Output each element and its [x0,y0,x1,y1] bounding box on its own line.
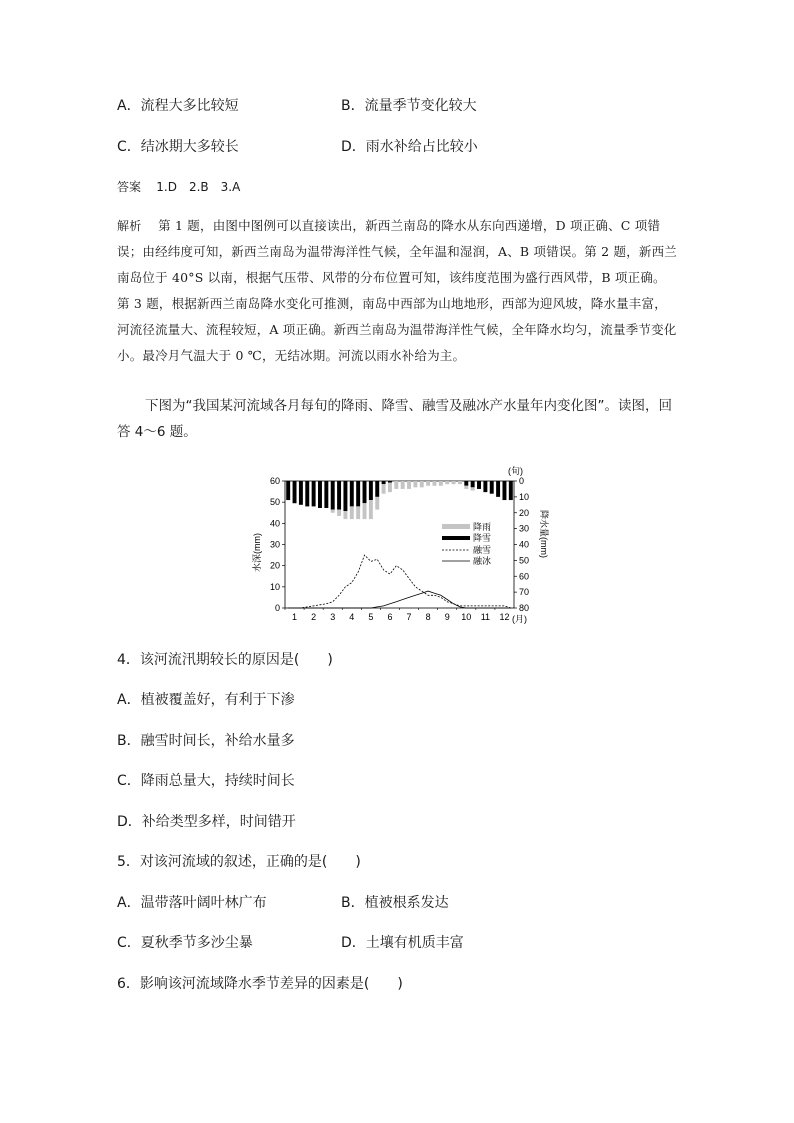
snow-bar [369,481,373,500]
right-tick-label: 60 [519,571,530,582]
analysis-paragraph [117,213,677,369]
rain-bar [420,481,424,487]
snow-bar [312,481,316,506]
q5-option-d: D．土壤有机质丰富 [341,935,464,951]
rain-bar [433,481,437,486]
q4-question: 4．该河流汛期较长的原因是( ) [117,652,333,668]
q5-question: 5．对该河流域的叙述，正确的是( ) [117,854,361,870]
right-tick-label: 20 [519,507,530,518]
x-tick-label: 10 [461,612,472,622]
left-tick-label: 30 [269,539,280,550]
rain-bar [356,506,360,519]
right-tick-label: 30 [519,523,530,534]
legend [442,521,491,566]
legend-label-snow: 降雪 [473,533,492,543]
x-tick-label: 6 [387,612,393,622]
rain-bar [464,486,468,489]
right-tick-label: 0 [519,476,525,486]
right-axis-label: 降水量(mm) [539,510,549,558]
right-tick-label: 10 [519,491,530,502]
snow-bar [363,481,367,503]
snow-bar [350,481,354,506]
answer-label: 答案 [117,180,142,194]
rain-bar [413,481,417,487]
q4-option-b: B．融雪时间长，补给水量多 [117,733,295,749]
q5-option-c: C．夏秋季节多沙尘暴 [117,935,253,951]
rain-bar [394,481,398,489]
rain-bar [343,511,347,519]
question-stem [117,393,677,445]
right-tick-label: 80 [519,603,530,613]
left-tick-label: 60 [269,476,280,486]
snow-bar [509,481,513,500]
rain-bar [401,481,405,489]
q5-option-a: A．温带落叶阔叶林广布 [117,895,267,911]
runoff-chart [250,462,550,627]
left-tick-label: 0 [274,603,280,613]
rain-bar [337,510,341,516]
snow-bar [471,481,475,487]
rain-bar [439,481,443,486]
left-tick-label: 10 [269,581,280,592]
q4-option-a: A．植被覆盖好，有利于下渗 [117,692,295,708]
answer-line [117,178,240,196]
x-tick-label: 1 [292,612,298,622]
analysis-label: 解析 [117,219,142,233]
right-tick-label: 40 [519,539,530,550]
snow-bar [375,481,379,497]
x-tick-label: 8 [425,612,431,622]
right-tick-label: 50 [519,555,530,566]
legend-swatch-snow [442,536,470,540]
legend-label-snowmelt: 融雪 [473,545,492,555]
left-tick-label: 20 [269,560,280,571]
legend-swatch-rain [442,524,470,529]
x-tick-label: 3 [330,612,336,622]
snow-bar [324,481,328,508]
x-tick-label: 9 [444,612,450,622]
left-axis-label: 水深(mm) [252,533,262,572]
rain-bar [452,481,456,484]
x-tick-label: 7 [406,612,412,622]
x-tick-label: 2 [311,612,317,622]
rain-bar [375,497,379,510]
snow-bar [331,481,335,510]
rain-bar [426,481,430,486]
x-tick-label: 4 [349,612,355,622]
rain-bar [331,510,335,513]
snow-bar [293,481,297,503]
q3-option-c: C．结冰期大多较长 [117,139,239,155]
snow-bar [286,481,290,500]
rain-bar [388,483,392,493]
right-axis-unit: (旬) [508,466,523,476]
rain-bar [369,500,373,519]
rain-bar [471,487,475,490]
left-tick-label: 40 [269,518,280,529]
q6-question: 6．影响该河流域降水季节差异的因素是( ) [117,976,403,992]
precip-bars [286,481,513,519]
snow-bar [337,481,341,510]
snow-bar [388,481,392,483]
snow-bar [483,481,487,492]
rain-bar [407,481,411,489]
snow-bar [343,481,347,511]
legend-label-icemelt: 融冰 [473,556,492,566]
answer-text: 1.D 2.B 3.A [156,180,241,194]
left-tick-label: 50 [269,497,280,508]
rain-bar [382,484,386,494]
left-axis-ticks [270,476,285,613]
snow-bar [318,481,322,508]
snow-bar [477,481,481,489]
snow-bar [299,481,303,505]
snow-bar [382,481,386,484]
q3-option-d: D．雨水补给占比较小 [341,139,478,155]
x-tick-label: 12 [499,612,510,622]
x-axis-unit: (月) [512,614,527,624]
snow-bar [496,481,500,497]
x-tick-label: 11 [480,612,491,622]
legend-label-rain: 降雨 [473,522,492,532]
stem-text: 下图为“我国某河流域各月每旬的降雨、降雪、融雪及融冰产水量年内变化图”。读图，回答 4～6 题。 [117,398,672,440]
rain-bar [363,503,367,519]
snow-bar [502,481,506,500]
snow-bar [464,481,468,486]
rain-bar [458,481,462,484]
q4-option-c: C．降雨总量大，持续时间长 [117,773,295,789]
icemelt-line [288,591,511,608]
analysis-text: 第 1 题，由图中图例可以直接读出，新西兰南岛的降水从东向西递增，D 项正确、C 项错误；由经纬度可知，新西兰南岛为温带海洋性气候，全年温和湿润，A、B 项错误。第 2 题，新西兰南岛位于 40°S 以南，根据气压带、风带的分布位置可知，该纬度范围为盛行西风带，B 项正确。第 3 题，根据新西兰南岛降水变化可推测，南岛中西部为山地地形，西部为迎风坡，降水量丰富，河流径流量大、流程较短，A 项正确。新西兰南岛为温带海洋性气候，全年降水均匀，流量季节变化小。最冷月气温大于 0 ℃，无结冰期。河流以雨水补给为主。 [117,218,677,363]
rain-bar [350,506,354,519]
q3-option-a: A．流程大多比较短 [117,98,239,114]
snow-bar [356,481,360,506]
x-axis-ticks [285,608,509,622]
x-tick-label: 5 [368,612,374,622]
right-tick-label: 70 [519,587,530,598]
snow-bar [490,481,494,494]
right-axis-ticks [514,476,529,613]
snow-bar [305,481,309,506]
q3-option-b: B．流量季节变化较大 [341,98,477,114]
rain-bar [445,481,449,484]
q5-option-b: B．植被根系发达 [341,895,449,911]
q4-option-d: D．补给类型多样，时间错开 [117,814,296,830]
